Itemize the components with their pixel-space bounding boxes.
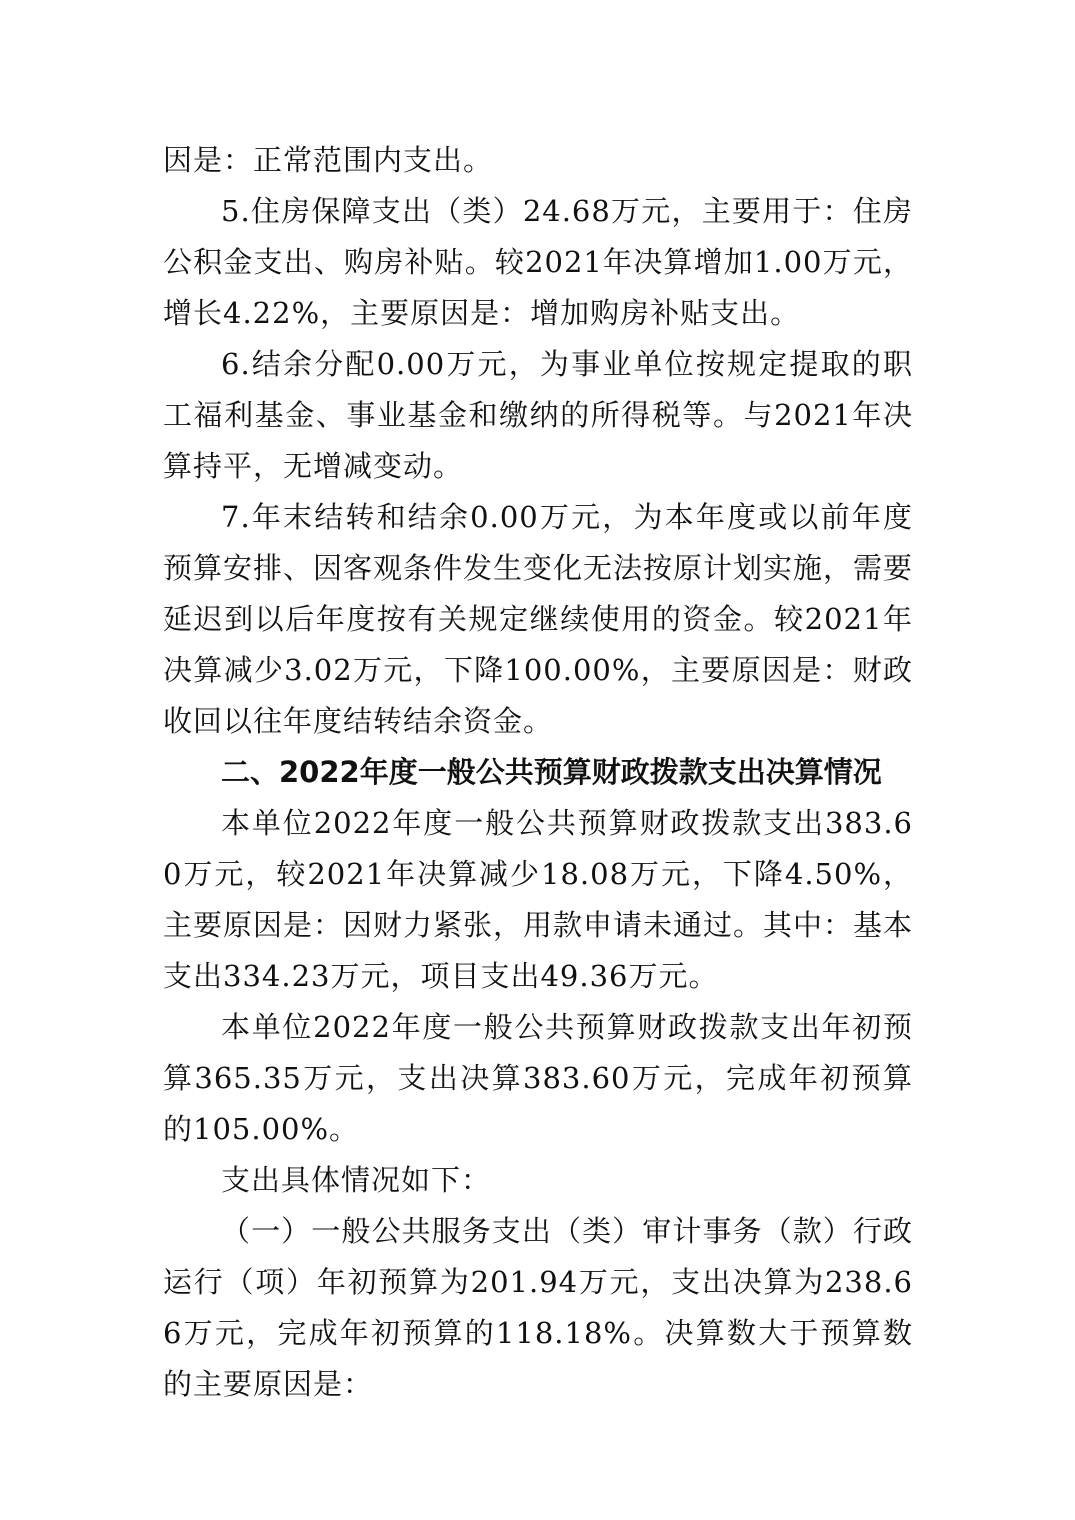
paragraph-continuation: 因是：正常范围内支出。 xyxy=(163,143,494,177)
paragraph-details-intro: 支出具体情况如下： xyxy=(221,1163,492,1197)
paragraph-year-end-balance: 7.年末结转和结余0.00万元，为本年度或以前年度预算安排、因客观条件发生变化无法按原计划实施，需要延迟到以后年度按有关规定继续使用的资金。较2021年决算减少3.02万元，下降100.00%，主要原因是：财政收回以往年度结转结余资金。 xyxy=(163,500,914,738)
section-heading: 二、2022年度一般公共预算财政拨款支出决算情况 xyxy=(221,755,882,789)
paragraph-budget-completion: 本单位2022年度一般公共预算财政拨款支出年初预算365.35万元，支出决算383.60万元，完成年初预算的105.00%。 xyxy=(163,1010,913,1146)
document-page xyxy=(163,135,913,1410)
paragraph-general-public-services: （一）一般公共服务支出（类）审计事务（款）行政运行（项）年初预算为201.94万元，支出决算为238.66万元，完成年初预算的118.18%。决算数大于预算数的主要原因是： xyxy=(163,1214,913,1401)
paragraph-surplus-distribution: 6.结余分配0.00万元，为事业单位按规定提取的职工福利基金、事业基金和缴纳的所得税等。与2021年决算持平，无增减变动。 xyxy=(163,347,913,483)
paragraph-expenditure-summary: 本单位2022年度一般公共预算财政拨款支出383.60万元，较2021年决算减少18.08万元，下降4.50%，主要原因是：因财力紧张，用款申请未通过。其中：基本支出334.23万元，项目支出49.36万元。 xyxy=(163,806,914,993)
paragraph-housing-expenditure: 5.住房保障支出（类）24.68万元，主要用于：住房公积金支出、购房补贴。较2021年决算增加1.00万元，增长4.22%，主要原因是：增加购房补贴支出。 xyxy=(163,194,913,330)
